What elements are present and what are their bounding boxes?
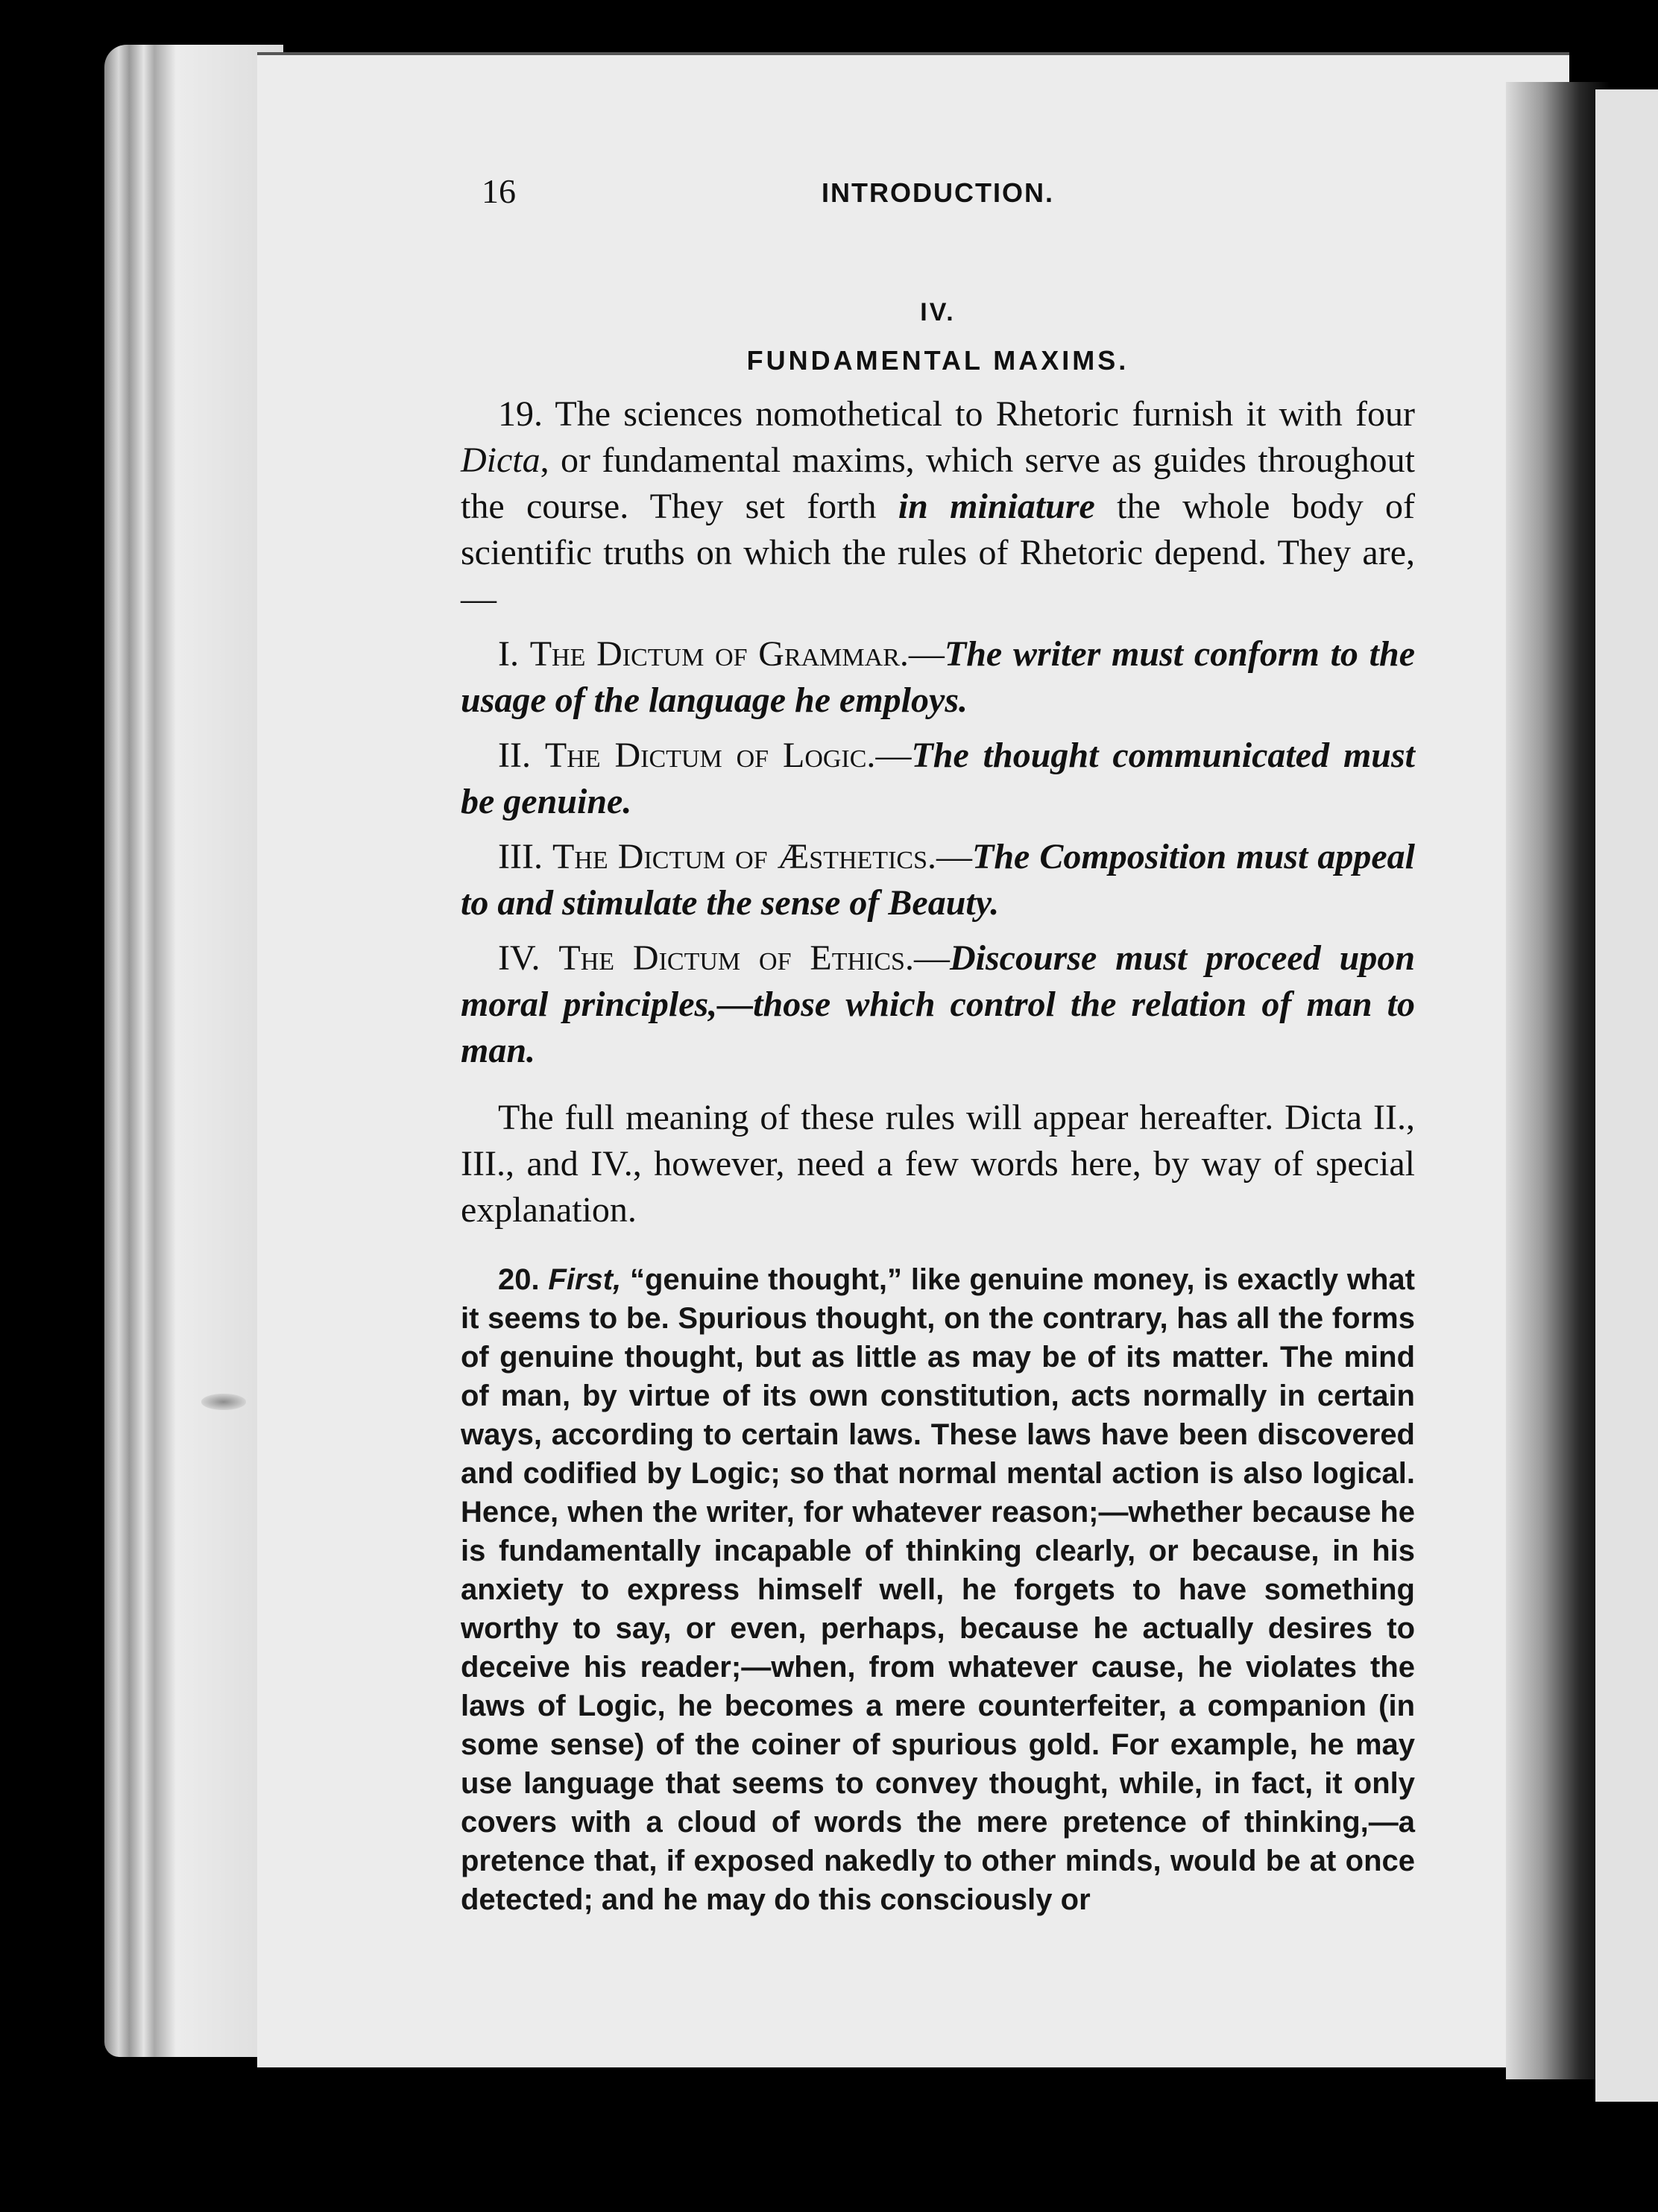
dictum-name: The Dictum of Ethics. bbox=[558, 938, 914, 978]
paragraph-number: 20. bbox=[498, 1263, 540, 1296]
paragraph-text: The sciences nomothetical to Rhetoric furnish it with four bbox=[555, 394, 1415, 434]
explanation-paragraph: The full meaning of these rules will appear hereafter. Dicta II., III., and IV., however, need a few words here, by way of special explanation. bbox=[461, 1098, 1415, 1230]
dictum-dash: — bbox=[913, 938, 950, 978]
section-title: FUNDAMENTAL MAXIMS. bbox=[746, 345, 1129, 376]
dictum-dash: — bbox=[908, 634, 945, 674]
book-page-edges bbox=[104, 45, 283, 2057]
emphasis-dicta: Dicta bbox=[461, 440, 540, 480]
dictum-text: The thought communicated must be genuine. bbox=[461, 736, 1415, 821]
dictum-numeral: I. bbox=[498, 634, 519, 674]
dictum-numeral: II. bbox=[498, 736, 531, 775]
running-head bbox=[461, 171, 1415, 231]
dictum-name: The Dictum of Æsthetics. bbox=[552, 837, 936, 876]
running-title: INTRODUCTION. bbox=[822, 177, 1054, 208]
dictum-numeral: III. bbox=[498, 837, 543, 876]
paragraph-text: “genuine thought,” like genuine money, is exactly what it seems to be. Spurious thought, on the contrary, has all the forms of genuine thought, but as little as may be of its matter. The mind of man, by virtue of its own constitution, acts normally in certain ways, according to certain laws. These laws have been discovered and codified by Logic; so that normal mental action is also logical. Hence, when the writer, for whatever reason;—whether because he is fundamentally incapable of thinking clearly, or because, in his anxiety to express himself well, he forgets to have something worthy to say, or even, perhaps, because he actually desires to deceive his reader;—when, from whatever cause, he violates the laws of Logic, he becomes a mere counterfeiter, a companion (in some sense) of the coiner of spurious gold. For example, he may use language that seems to convey thought, while, in fact, it only covers with a cloud of words the mere pretence of thinking,—a pretence that, if exposed nakedly to other minds, would be at once detected; and he may do this consciously or bbox=[461, 1263, 1415, 1916]
paragraph-text: , or fundamental maxims, which serve as guides throughout the course. They set forth bbox=[461, 440, 1415, 526]
dictum-grammar bbox=[461, 631, 1415, 724]
dictum-text: Discourse must proceed upon moral principles,—those which control the relation of man to man. bbox=[461, 938, 1416, 1070]
emphasis-miniature: in miniature bbox=[898, 487, 1095, 526]
page-number: 16 bbox=[482, 172, 516, 210]
dictum-logic bbox=[461, 733, 1415, 825]
dictum-numeral: IV. bbox=[498, 938, 540, 978]
dictum-text: The Composition must appeal to and stimulate the sense of Beauty. bbox=[461, 837, 1416, 923]
book-gutter-shadow bbox=[1506, 82, 1610, 2079]
dictum-dash: — bbox=[936, 837, 972, 876]
dictum-name: The Dictum of Grammar. bbox=[529, 634, 909, 674]
section-number: IV. bbox=[920, 298, 956, 326]
dictum-name: The Dictum of Logic. bbox=[544, 736, 876, 775]
ink-smudge bbox=[201, 1394, 246, 1410]
emphasis-first: First, bbox=[548, 1263, 622, 1296]
facing-page-edge bbox=[1595, 89, 1658, 2102]
paragraph-20 bbox=[461, 1260, 1415, 1919]
paragraph-19 bbox=[461, 391, 1415, 622]
paragraph-text: the whole body of scientific truths on which the rules of Rhetoric depend. They are,— bbox=[461, 487, 1416, 619]
paragraph-number: 19. bbox=[498, 394, 543, 434]
dictum-text: The writer must conform to the usage of the language he employs. bbox=[461, 634, 1416, 720]
dictum-ethics bbox=[461, 935, 1415, 1074]
dictum-aesthetics bbox=[461, 834, 1415, 926]
page-content bbox=[461, 171, 1415, 1949]
dictum-dash: — bbox=[875, 736, 912, 775]
